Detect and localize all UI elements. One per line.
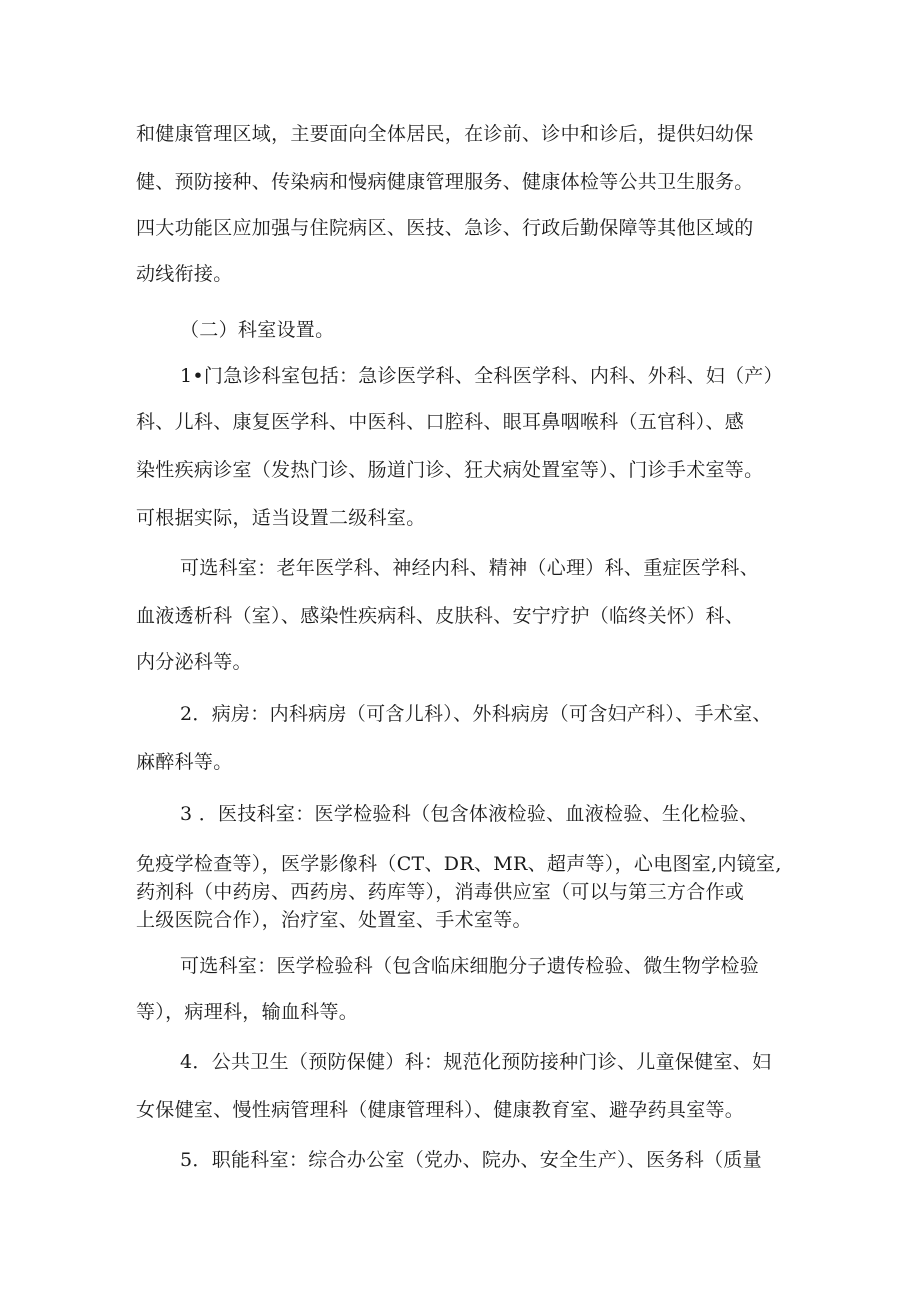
text-line: 等），病理科，输血科等。 <box>136 1001 359 1023</box>
text-line: 和健康管理区域，主要面向全体居民，在诊前、诊中和诊后，提供妇幼保 <box>136 123 754 145</box>
text-line: 2．病房：内科病房（可含儿科）、外科病房（可含妇产科）、手术室、 <box>180 703 772 725</box>
text-line: 5．职能科室：综合办公室（党办、院办、安全生产）、医务科（质量 <box>180 1149 762 1171</box>
text-line: 血液透析科（室）、感染性疾病科、皮肤科、安宁疗护（临终关怀）科、 <box>136 605 745 627</box>
text-line: 4．公共卫生（预防保健）科：规范化预防接种门诊、儿童保健室、妇 <box>180 1051 772 1073</box>
text-line: 免疫学检查等），医学影像科（CT、DR、MR、超声等），心电图室,内镜室, <box>136 853 782 875</box>
section-heading: （二）科室设置。 <box>180 319 335 341</box>
text-line: 四大功能区应加强与住院病区、医技、急诊、行政后勤保障等其他区域的 <box>136 217 754 239</box>
text-line: 女保健室、慢性病管理科（健康管理科）、健康教育室、避孕药具室等。 <box>136 1099 745 1121</box>
text-line: 染性疾病诊室（发热门诊、肠道门诊、狂犬病处置室等）、门诊手术室等。 <box>136 459 764 481</box>
text-line: 药剂科（中药房、西药房、药库等），消毒供应室（可以与第三方合作或 <box>136 881 745 903</box>
text-line: 内分泌科等。 <box>136 651 252 673</box>
text-line: 可选科室：医学检验科（包含临床细胞分子遗传检验、微生物学检验 <box>180 955 760 977</box>
text-line: 1•门急诊科室包括：急诊医学科、全科医学科、内科、外科、妇（产） <box>180 365 783 387</box>
text-line: 3 ．医技科室：医学检验科（包含体液检验、血液检验、生化检验、 <box>180 803 759 825</box>
text-line: 可选科室：老年医学科、神经内科、精神（心理）科、重症医学科、 <box>180 557 760 579</box>
text-line: 麻醉科等。 <box>136 751 233 773</box>
text-line: 上级医院合作），治疗室、处置室、手术室等。 <box>136 909 532 931</box>
text-line: 动线衔接。 <box>136 263 233 285</box>
text-line: 可根据实际，适当设置二级科室。 <box>136 507 426 529</box>
text-line: 科、儿科、康复医学科、中医科、口腔科、眼耳鼻咽喉科（五官科）、感 <box>136 411 745 433</box>
text-line: 健、预防接种、传染病和慢病健康管理服务、健康体检等公共卫生服务。 <box>136 171 754 193</box>
